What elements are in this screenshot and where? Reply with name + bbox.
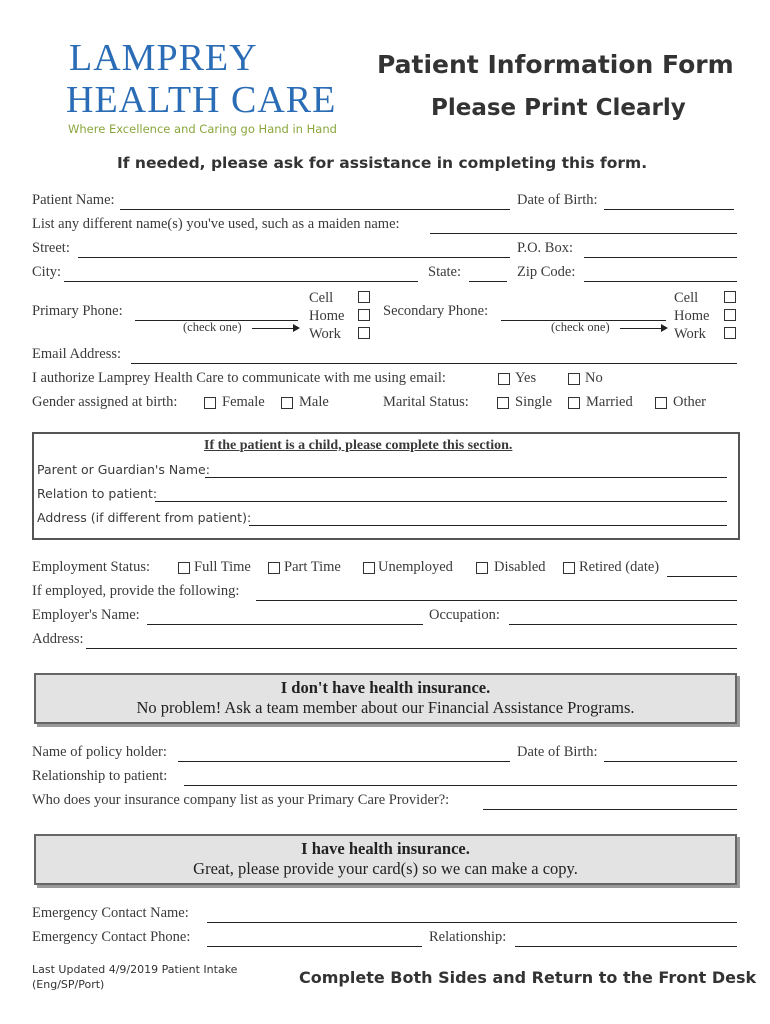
footer-updated — [32, 962, 237, 992]
secondary-phone-types — [674, 289, 709, 343]
gender-label: Gender assigned at birth: — [32, 394, 178, 410]
no-insurance-line2: No problem! Ask a team member about our Financial Assistance Programs. — [136, 698, 635, 717]
marital-label: Marital Status: — [383, 394, 469, 410]
employer-field[interactable] — [147, 624, 423, 625]
form-subtitle: Please Print Clearly — [431, 95, 686, 121]
if-employed-label: If employed, provide the following: — [32, 583, 240, 599]
primary-type-work: Work — [309, 326, 341, 342]
retired-date-field[interactable] — [667, 576, 737, 577]
primary-work-checkbox[interactable] — [358, 327, 370, 339]
primary-cell-checkbox[interactable] — [358, 291, 370, 303]
child-section-heading: If the patient is a child, please complete this section. — [204, 438, 513, 453]
logo-tagline: Where Excellence and Caring go Hand in Hand — [68, 122, 337, 136]
unemployed-checkbox[interactable] — [363, 562, 375, 574]
emergency-name-label: Emergency Contact Name: — [32, 905, 189, 921]
email-label: Email Address: — [32, 346, 122, 362]
primary-arrow-icon — [252, 328, 298, 329]
state-label: State: — [428, 264, 462, 280]
no-insurance-line1: I don't have health insurance. — [280, 678, 491, 697]
employer-label: Employer's Name: — [32, 607, 140, 623]
female-checkbox[interactable] — [204, 397, 216, 409]
authorize-label: I authorize Lamprey Health Care to communicate with me using email: — [32, 370, 446, 386]
city-label: City: — [32, 264, 62, 280]
has-insurance-line1: I have health insurance. — [301, 839, 470, 858]
single-label: Single — [515, 394, 553, 410]
authorize-yes-checkbox[interactable] — [498, 373, 510, 385]
footer-updated-line1: Last Updated 4/9/2019 Patient Intake — [32, 963, 238, 976]
primary-type-cell: Cell — [309, 290, 334, 306]
footer-instruction: Complete Both Sides and Return to the Front Desk — [299, 968, 757, 987]
policy-holder-field[interactable] — [178, 761, 510, 762]
disabled-checkbox[interactable] — [476, 562, 488, 574]
part-time-label: Part Time — [284, 559, 341, 575]
dob-field[interactable] — [604, 209, 734, 210]
single-checkbox[interactable] — [497, 397, 509, 409]
primary-phone-types — [309, 289, 344, 343]
primary-phone-label: Primary Phone: — [32, 303, 123, 319]
relation-field[interactable] — [155, 501, 727, 502]
employer-address-field[interactable] — [86, 648, 737, 649]
emergency-relationship-label: Relationship: — [429, 929, 507, 945]
retired-label: Retired (date) — [579, 559, 660, 575]
policy-relationship-field[interactable] — [184, 785, 737, 786]
policy-dob-field[interactable] — [604, 761, 737, 762]
if-employed-field[interactable] — [256, 600, 737, 601]
authorize-yes-label: Yes — [515, 370, 537, 386]
retired-checkbox[interactable] — [563, 562, 575, 574]
relation-label: Relation to patient: — [37, 486, 158, 501]
guardian-field[interactable] — [205, 477, 727, 478]
zip-field[interactable] — [584, 281, 737, 282]
pcp-label: Who does your insurance company list as your Primary Care Provider?: — [32, 792, 450, 808]
other-checkbox[interactable] — [655, 397, 667, 409]
employer-address-label: Address: — [32, 631, 84, 647]
zip-label: Zip Code: — [517, 264, 576, 280]
emergency-phone-field[interactable] — [207, 946, 422, 947]
email-field[interactable] — [131, 363, 737, 364]
male-checkbox[interactable] — [281, 397, 293, 409]
footer-updated-line2: (Eng/SP/Port) — [32, 978, 105, 991]
street-field[interactable] — [78, 257, 510, 258]
street-label: Street: — [32, 240, 70, 256]
patient-name-label: Patient Name: — [32, 192, 115, 208]
guardian-label: Parent or Guardian's Name: — [37, 462, 210, 477]
authorize-no-label: No — [585, 370, 603, 386]
authorize-no-checkbox[interactable] — [568, 373, 580, 385]
occupation-field[interactable] — [509, 624, 737, 625]
female-label: Female — [222, 394, 265, 410]
po-box-field[interactable] — [584, 257, 737, 258]
secondary-cell-checkbox[interactable] — [724, 291, 736, 303]
pcp-field[interactable] — [483, 809, 737, 810]
state-field[interactable] — [469, 281, 507, 282]
male-label: Male — [299, 394, 329, 410]
different-names-field[interactable] — [430, 233, 737, 234]
policy-relationship-label: Relationship to patient: — [32, 768, 168, 784]
employment-status-label: Employment Status: — [32, 559, 151, 575]
secondary-work-checkbox[interactable] — [724, 327, 736, 339]
logo-line1: LAMPREY — [69, 37, 258, 79]
policy-holder-label: Name of policy holder: — [32, 744, 167, 760]
other-label: Other — [673, 394, 707, 410]
married-label: Married — [586, 394, 633, 410]
primary-type-home: Home — [309, 308, 345, 324]
secondary-type-cell: Cell — [674, 290, 699, 306]
different-names-label: List any different name(s) you've used, such as a maiden name: — [32, 216, 400, 232]
child-address-field[interactable] — [249, 525, 727, 526]
primary-check-one: (check one) — [183, 320, 242, 334]
disabled-label: Disabled — [494, 559, 546, 575]
child-address-label: Address (if different from patient): — [37, 510, 252, 525]
secondary-type-home: Home — [674, 308, 710, 324]
part-time-checkbox[interactable] — [268, 562, 280, 574]
full-time-checkbox[interactable] — [178, 562, 190, 574]
occupation-label: Occupation: — [429, 607, 500, 623]
full-time-label: Full Time — [194, 559, 251, 575]
emergency-name-field[interactable] — [207, 922, 737, 923]
assistance-note: If needed, please ask for assistance in completing this form. — [117, 154, 648, 172]
no-insurance-banner — [34, 673, 737, 724]
patient-name-field[interactable] — [120, 209, 510, 210]
emergency-phone-label: Emergency Contact Phone: — [32, 929, 191, 945]
logo-line2: HEALTH CARE — [66, 79, 337, 121]
primary-home-checkbox[interactable] — [358, 309, 370, 321]
dob-label: Date of Birth: — [517, 192, 598, 208]
has-insurance-banner — [34, 834, 737, 885]
has-insurance-line2: Great, please provide your card(s) so we can make a copy. — [193, 859, 578, 878]
secondary-type-work: Work — [674, 326, 706, 342]
city-field[interactable] — [64, 281, 418, 282]
policy-dob-label: Date of Birth: — [517, 744, 598, 760]
secondary-home-checkbox[interactable] — [724, 309, 736, 321]
unemployed-label: Unemployed — [378, 559, 453, 575]
married-checkbox[interactable] — [568, 397, 580, 409]
emergency-relationship-field[interactable] — [515, 946, 737, 947]
po-box-label: P.O. Box: — [517, 240, 574, 256]
secondary-arrow-icon — [620, 328, 666, 329]
secondary-phone-label: Secondary Phone: — [383, 303, 489, 319]
form-title: Patient Information Form — [377, 50, 734, 79]
secondary-check-one: (check one) — [551, 320, 610, 334]
